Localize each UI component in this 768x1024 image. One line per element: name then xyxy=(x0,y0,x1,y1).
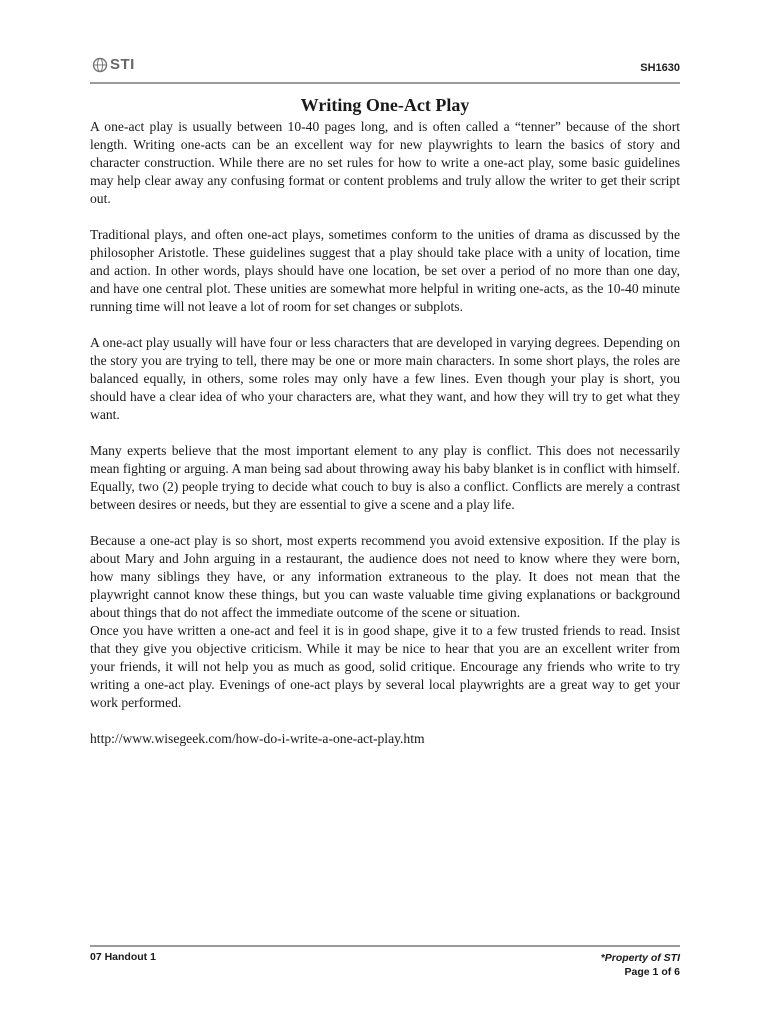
document-code: SH1630 xyxy=(640,62,680,74)
source-url: http://www.wisegeek.com/how-do-i-write-a-one-act-play.htm xyxy=(90,731,425,746)
paragraph-conflict: Many experts believe that the most important element to any play is conflict. This does not necessarily mean fighting or arguing. A man being sad about throwing away his baby blanket is in conflict with himself. Equally, two (2) people trying to decide what couch to buy is also a conflict. Conflicts are merely a contrast between desires or needs, but they are essential to give a scene and a play life. xyxy=(90,443,680,512)
paragraph-characters: A one-act play usually will have four or less characters that are developed in varying degrees. Depending on the story you are trying to tell, there may be one or more main characters. In some short plays, the roles are balanced equally, in others, some roles may only have a few lines. Even though your play is short, you should have a clear idea of who your characters are, what they want, and how they will try to get what they want. xyxy=(90,335,680,422)
paragraph-feedback: Once you have written a one-act and feel it is in good shape, give it to a few trusted friends to read. Insist that they give you objective criticism. While it may be nice to hear that you are an excellent writer from your friends, it will not help you as much as good, solid critique. Encourage any friends who write to try writing a one-act play. Evenings of one-act plays by several local playwrights are a great way to get your work performed. xyxy=(90,623,680,710)
property-label: *Property of STI xyxy=(600,952,680,964)
header-divider xyxy=(90,82,680,84)
logo-text: STI xyxy=(110,56,135,73)
paragraph-exposition: Because a one-act play is so short, most experts recommend you avoid extensive exposition. If the play is about Mary and John arguing in a restaurant, the audience does not need to know where they were born, how many siblings they have, or any information extraneous to the play. It does not mean that the playwright cannot know these things, but you can waste valuable time giving explanations or background about things that do not affect the immediate outcome of the scene or situation. xyxy=(90,533,680,620)
sti-logo xyxy=(92,56,135,73)
page-header xyxy=(90,54,680,80)
footer-divider xyxy=(90,945,680,947)
handout-label: 07 Handout 1 xyxy=(90,951,156,963)
paragraph-unities: Traditional plays, and often one-act plays, sometimes conform to the unities of drama as discussed by the philosopher Aristotle. These guidelines suggest that a play should take place with a unity of location, time and action. In other words, plays should have one location, be set over a period of no more than one day, and have one central plot. These unities are somewhat more helpful in writing one-acts, as the 10-40 minute running time will not leave a lot of room for set changes or subplots. xyxy=(90,227,680,314)
globe-icon xyxy=(92,57,108,73)
page-number: Page 1 of 6 xyxy=(624,966,680,978)
page-footer xyxy=(601,951,680,979)
paragraph-intro: A one-act play is usually between 10-40 pages long, and is often called a “tenner” because of the short length. Writing one-acts can be an excellent way for new playwrights to learn the basics of story and character construction. While there are no set rules for how to write a one-act play, some basic guidelines may help clear away any confusing format or content problems and truly allow the writer to get their script out. xyxy=(90,119,680,206)
document-body xyxy=(90,94,680,748)
page-title: Writing One-Act Play xyxy=(300,95,470,115)
